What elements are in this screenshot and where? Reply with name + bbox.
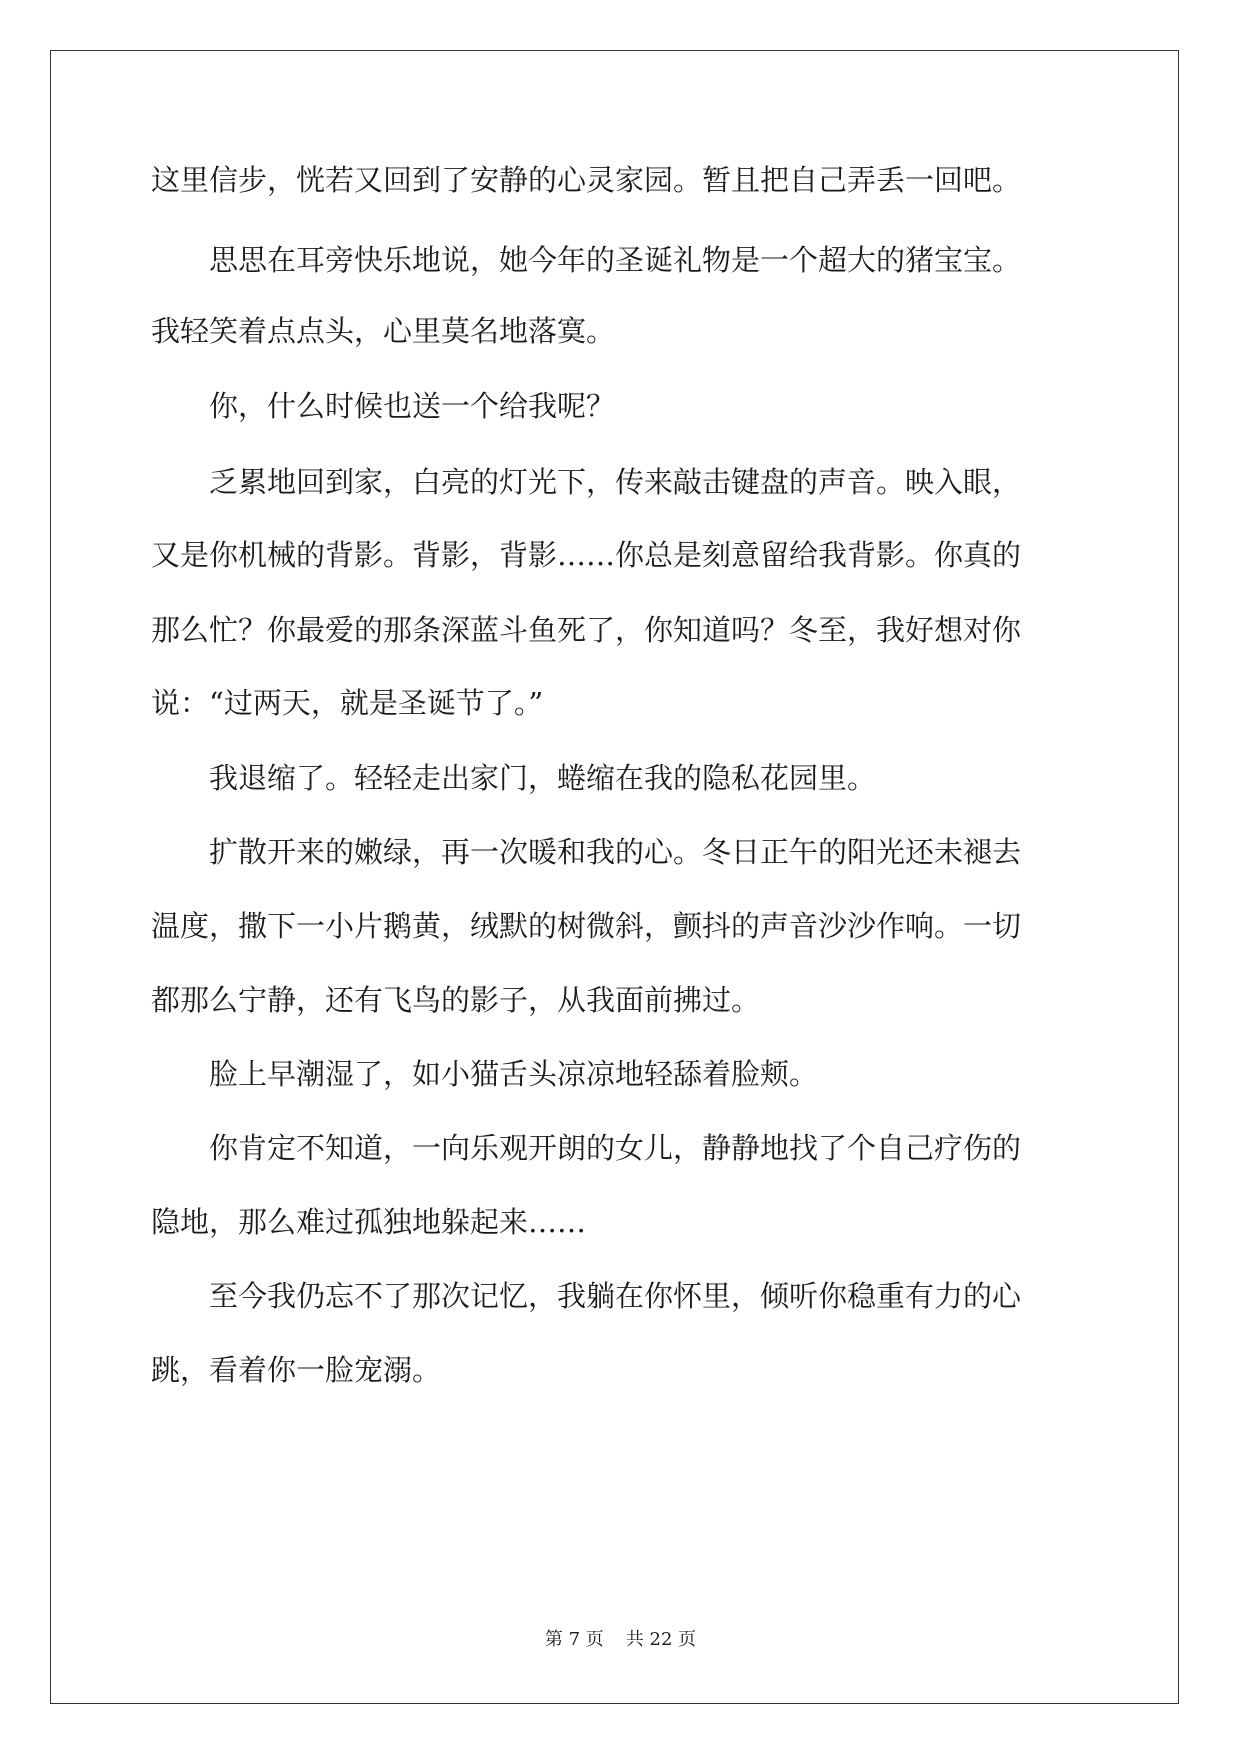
paragraph-start-line: 我退缩了。轻轻走出家门，蜷缩在我的隐私花园里。 [209, 761, 877, 795]
text-line: 我轻笑着点点头，心里莫名地落寞。 [151, 314, 616, 348]
paragraph-start-line: 乏累地回到家，白亮的灯光下，传来敲击键盘的声音。映入眼， [209, 465, 1022, 499]
page-number: 第 7 页 [544, 1629, 604, 1650]
page-total: 共 22 页 [625, 1629, 697, 1650]
text-line: 那么忙？你最爱的那条深蓝斗鱼死了，你知道吗？冬至，我好想对你 [151, 613, 1022, 647]
text-line: 又是你机械的背影。背影，背影……你总是刻意留给我背影。你真的 [151, 538, 1022, 572]
paragraph-start-line: 你肯定不知道，一向乐观开朗的女儿，静静地找了个自己疗伤的 [209, 1131, 1022, 1165]
text-line: 跳，看着你一脸宠溺。 [151, 1353, 442, 1387]
page-border [50, 50, 1179, 1704]
text-line: 温度，撒下一小片鹅黄，绒默的树微斜，颤抖的声音沙沙作响。一切 [151, 909, 1022, 943]
paragraph-start-line: 脸上早潮湿了，如小猫舌头凉凉地轻舔着脸颊。 [209, 1057, 819, 1091]
text-line: 说：“过两天，就是圣诞节了。” [151, 686, 544, 720]
paragraph-start-line: 至今我仍忘不了那次记忆，我躺在你怀里，倾听你稳重有力的心 [209, 1279, 1022, 1313]
text-line: 都那么宁静，还有飞鸟的影子，从我面前拂过。 [151, 983, 761, 1017]
page-footer [0, 1628, 1241, 1652]
paragraph-start-line: 思思在耳旁快乐地说，她今年的圣诞礼物是一个超大的猪宝宝。 [209, 243, 1022, 277]
paragraph-start-line: 扩散开来的嫩绿，再一次暖和我的心。冬日正午的阳光还未褪去 [209, 835, 1022, 869]
paragraph-start-line: 你，什么时候也送一个给我呢？ [209, 389, 616, 423]
text-line: 这里信步，恍若又回到了安静的心灵家园。暂且把自己弄丢一回吧。 [151, 163, 1022, 197]
text-line: 隐地，那么难过孤独地躲起来…… [151, 1205, 587, 1239]
